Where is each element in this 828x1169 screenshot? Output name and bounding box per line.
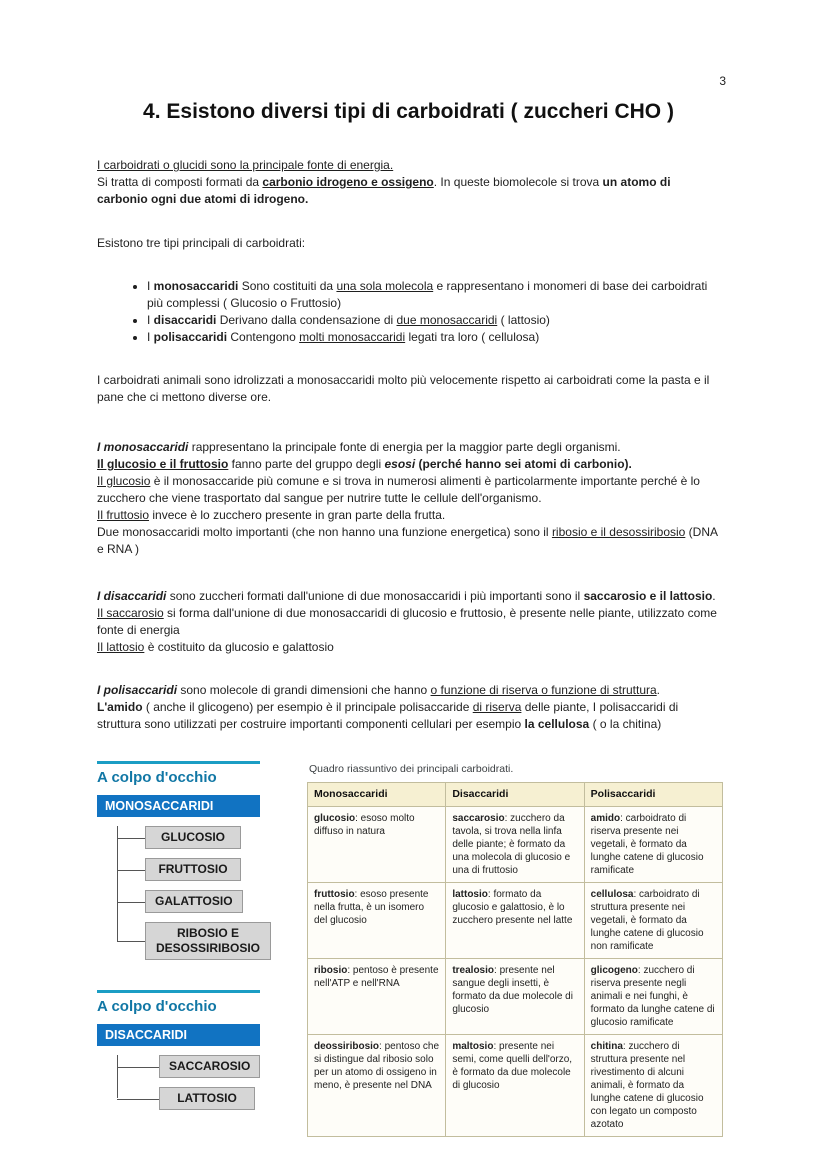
cell-glucosio: glucosio: esoso molto diffuso in natura bbox=[308, 807, 446, 883]
cell-cellulosa: cellulosa: carboidrato di struttura presente nei vegetali, è formato da lunghe catene di glucosio non ramificate bbox=[584, 883, 722, 959]
tree-node-fruttosio: FRUTTOSIO bbox=[145, 858, 241, 881]
di-line: Il lattosio è costituito da glucosio e galattosio bbox=[97, 640, 334, 654]
cell-maltosio: maltosio: presente nei semi, come quelli dell'orzo, è formato da due molecole di glucosio bbox=[446, 1035, 584, 1137]
header-monosaccaridi: Monosaccaridi bbox=[308, 783, 446, 807]
header-disaccaridi: Disaccaridi bbox=[446, 783, 584, 807]
cell-ribosio: ribosio: pentoso è presente nell'ATP e nell'RNA bbox=[308, 959, 446, 1035]
cell-deossiribosio: deossiribosio: pentoso che si distingue dal ribosio solo per un atomo di ossigeno in meno, è presente nel DNA bbox=[308, 1035, 446, 1137]
polysaccharides-paragraph bbox=[97, 682, 720, 733]
cell-amido: amido: carboidrato di riserva presente nei vegetali, è formato da lunghe catene di glucosio ramificate bbox=[584, 807, 722, 883]
list-item-monosaccharides: • I monosaccaridi Sono costituiti da una sola molecola e rappresentano i monomeri di base dei carboidrati più complessi ( Glucosio o Fruttosio) bbox=[147, 278, 720, 312]
bottom-section bbox=[0, 761, 828, 1140]
table-row bbox=[308, 959, 723, 1035]
mono-line: Il fruttosio invece è lo zucchero presente in gran parte della frutta. bbox=[97, 508, 446, 522]
header-polisaccaridi: Polisaccaridi bbox=[584, 783, 722, 807]
monosaccharides-root-box: MONOSACCARIDI bbox=[97, 795, 260, 817]
tree-node-ribosio-desossiribosio: RIBOSIO E DESOSSIRIBOSIO bbox=[145, 922, 271, 960]
mono-line: Due monosaccaridi molto importanti (che non hanno una funzione energetica) sono il ribosio e il desossiribosio (DNA e RNA ) bbox=[97, 525, 718, 556]
teal-rule bbox=[97, 761, 260, 764]
cell-saccarosio: saccarosio: zucchero da tavola, si trova nella linfa delle piante; è formato da una molecola di glucosio e una di fruttosio bbox=[446, 807, 584, 883]
teal-rule bbox=[97, 990, 260, 993]
monosaccharides-paragraph bbox=[97, 439, 720, 558]
carbohydrates-summary-table bbox=[307, 782, 723, 1137]
mono-line: Il glucosio e il fruttosio fanno parte del gruppo degli esosi (perché hanno sei atomi di carbonio). bbox=[97, 457, 632, 471]
table-caption: Quadro riassuntivo dei principali carboidrati. bbox=[309, 763, 514, 775]
tree-node-saccarosio: SACCAROSIO bbox=[159, 1055, 260, 1078]
cell-trealosio: trealosio: presente nel sangue degli insetti, è formato da due molecole di glucosio bbox=[446, 959, 584, 1035]
glance-disaccharides bbox=[97, 990, 307, 1110]
cell-fruttosio: fruttosio: esoso presente nella frutta, è un isomero del glucosio bbox=[308, 883, 446, 959]
table-row bbox=[308, 807, 723, 883]
monosaccharides-tree bbox=[117, 826, 307, 960]
page-title: 4. Esistono diversi tipi di carboidrati ( zuccheri CHO ) bbox=[143, 100, 674, 123]
tree-item bbox=[117, 1055, 307, 1078]
di-line: Il saccarosio si forma dall'unione di due monosaccaridi di glucosio e fruttosio, è presente nelle piante, utilizzato come fonte di energia bbox=[97, 606, 717, 637]
tree-node-galattosio: GALATTOSIO bbox=[145, 890, 243, 913]
list-item-polysaccharides: • I polisaccaridi Contengono molti monosaccaridi legati tra loro ( cellulosa) bbox=[147, 329, 720, 346]
tree-item bbox=[117, 1087, 307, 1110]
glance-heading: A colpo d'occhio bbox=[97, 998, 217, 1015]
tree-item bbox=[117, 922, 307, 960]
cell-glicogeno: glicogeno: zucchero di riserva presente negli animali e nei funghi, è formato da lunghe catene di glucosio ramificate bbox=[584, 959, 722, 1035]
poli-line: L'amido ( anche il glicogeno) per esempio è il principale polisaccaride di riserva delle piante, I polisaccaridi di struttura sono utilizzati per costruire importanti componenti cellulari per esempio la cellulosa ( o la chitina) bbox=[97, 700, 679, 731]
cell-chitina: chitina: zucchero di struttura presente nel rivestimento di alcuni animali, è formato da lunghe catene di glucosio con legato un composto azotato bbox=[584, 1035, 722, 1137]
tree-item bbox=[117, 826, 307, 849]
carb-types-list bbox=[97, 278, 720, 346]
intro-line-2: Si tratta di composti formati da carbonio idrogeno e ossigeno. In queste biomolecole si trova un atomo di carbonio ogni due atomi di idrogeno. bbox=[97, 175, 671, 206]
page-number: 3 bbox=[719, 74, 726, 88]
tree-node-glucosio: GLUCOSIO bbox=[145, 826, 241, 849]
di-line: I disaccaridi sono zuccheri formati dall'unione di due monosaccaridi i più importanti sono il saccarosio e il lattosio. bbox=[97, 589, 716, 603]
table-header-row bbox=[308, 783, 723, 807]
mono-line: Il glucosio è il monosaccaride più comune e si trova in numerosi alimenti è particolarmente importante perché è lo zucchero che viene trasportato dal sangue per nutrire tutte le cellule dell'organismo. bbox=[97, 474, 700, 505]
list-item-disaccharides: • I disaccaridi Derivano dalla condensazione di due monosaccaridi ( lattosio) bbox=[147, 312, 720, 329]
glance-monosaccharides bbox=[97, 761, 307, 960]
tree-item bbox=[117, 858, 307, 881]
tree-item bbox=[117, 890, 307, 913]
types-intro: Esistono tre tipi principali di carboidrati: bbox=[97, 236, 306, 250]
cell-lattosio: lattosio: formato da glucosio e galattosio, è lo zucchero presente nel latte bbox=[446, 883, 584, 959]
disaccharides-tree bbox=[117, 1055, 307, 1110]
intro-line-1: I carboidrati o glucidi sono la principale fonte di energia. bbox=[97, 158, 394, 172]
table-row bbox=[308, 1035, 723, 1137]
tree-node-lattosio: LATTOSIO bbox=[159, 1087, 255, 1110]
table-row bbox=[308, 883, 723, 959]
mono-line: I monosaccaridi rappresentano la principale fonte di energia per la maggior parte degli organismi. bbox=[97, 440, 621, 454]
poli-line: I polisaccaridi sono molecole di grandi dimensioni che hanno o funzione di riserva o funzione di struttura. bbox=[97, 683, 661, 697]
disaccharides-paragraph bbox=[97, 588, 720, 656]
summary-table-column bbox=[307, 761, 723, 1137]
glance-heading: A colpo d'occhio bbox=[97, 769, 217, 786]
glance-diagrams-column bbox=[97, 761, 307, 1140]
disaccharides-root-box: DISACCARIDI bbox=[97, 1024, 260, 1046]
hydrolysis-note: I carboidrati animali sono idrolizzati a monosaccaridi molto più velocemente rispetto ai carboidrati come la pasta e il pane che ci mettono diverse ore. bbox=[97, 373, 710, 404]
